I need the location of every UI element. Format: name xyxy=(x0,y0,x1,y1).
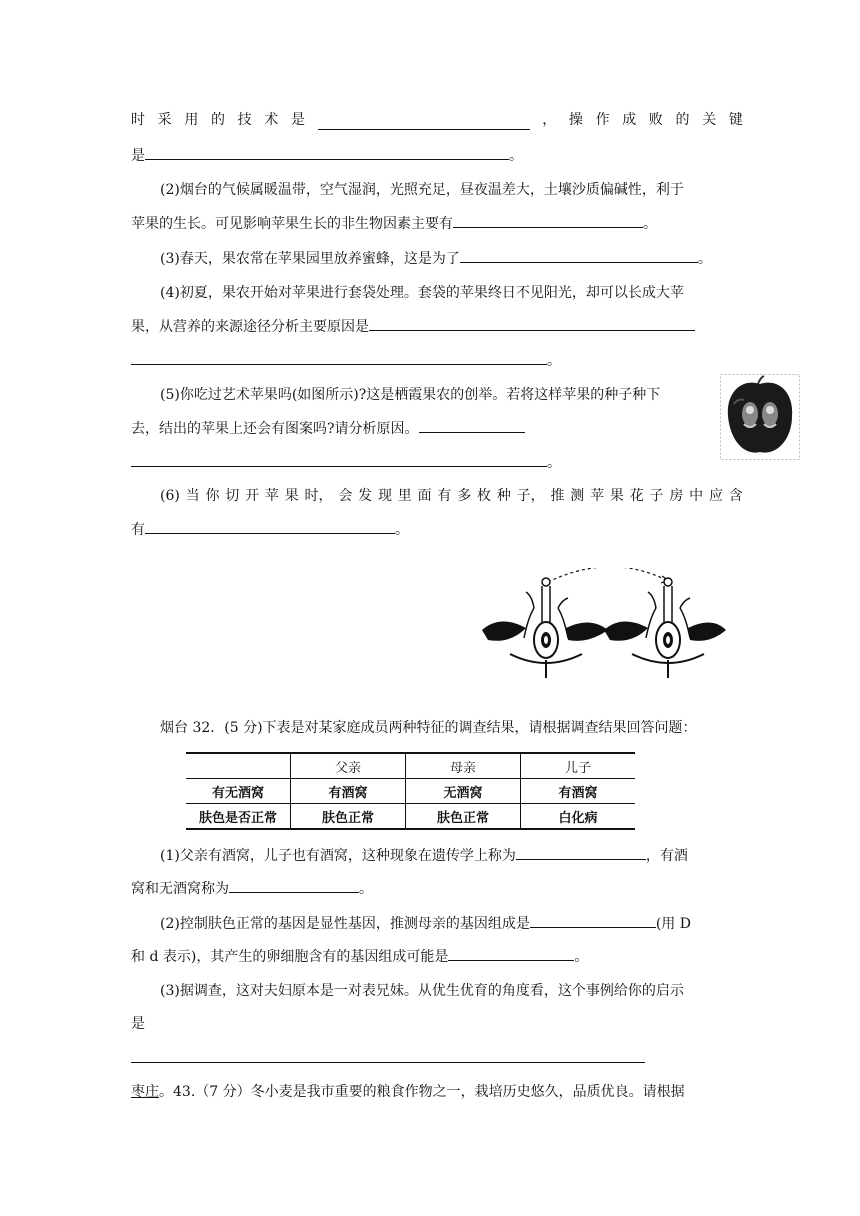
q32-p3b: 是 xyxy=(131,1016,145,1032)
q31-p4b xyxy=(131,316,695,337)
char: 里 xyxy=(397,488,412,504)
char: 推 xyxy=(550,488,565,504)
q32-p2b xyxy=(131,946,588,967)
answer-blank[interactable] xyxy=(318,115,530,130)
char: 子， xyxy=(516,488,545,504)
place-name: 枣庄 xyxy=(131,1084,159,1100)
char: 房 xyxy=(669,488,684,504)
char: 时 xyxy=(131,112,145,128)
q32-p3: (3)据调查，这对夫妇原本是一对表兄妹。从优生优育的角度看，这个事例给你的启示 xyxy=(160,983,684,999)
answer-blank[interactable] xyxy=(145,519,395,534)
char: 有 xyxy=(437,488,452,504)
char: 多 xyxy=(457,488,472,504)
table-row xyxy=(186,804,635,830)
header-cell: 母亲 xyxy=(406,753,521,779)
char: 果 xyxy=(284,488,299,504)
char: 枚 xyxy=(477,488,492,504)
q32-title: 烟台 32．(5 分)下表是对某家庭成员两种特征的调查结果，请根据调查结果回答问题： xyxy=(160,720,697,736)
q31-p4: (4)初夏，果农开始对苹果进行套袋处理。套袋的苹果终日不见阳光，却可以长成大苹 xyxy=(160,285,684,301)
art-apple-image xyxy=(720,374,800,460)
char: 技 xyxy=(237,112,252,128)
char: 键 xyxy=(728,112,743,128)
char: 是 xyxy=(290,112,305,128)
text: (3)春天，果农常在苹果园里放养蜜蜂，这是为了 xyxy=(160,251,460,267)
char: 面 xyxy=(417,488,432,504)
table-cell: 肤色是否正常 xyxy=(186,804,291,830)
header-cell: 儿子 xyxy=(521,753,636,779)
text: 。 xyxy=(359,881,373,897)
table-cell: 白化病 xyxy=(521,804,636,830)
header-cell: 父亲 xyxy=(291,753,406,779)
char: 测 xyxy=(570,488,585,504)
table-cell: 无酒窝 xyxy=(406,779,521,804)
text: 。 xyxy=(395,522,409,538)
char: 关 xyxy=(702,112,717,128)
answer-line[interactable] xyxy=(131,1062,645,1063)
answer-blank[interactable] xyxy=(530,913,656,928)
answer-blank[interactable] xyxy=(369,316,695,331)
char: 果 xyxy=(609,488,624,504)
answer-blank[interactable] xyxy=(229,878,359,893)
q31-p6 xyxy=(131,486,743,506)
table-cell: 肤色正常 xyxy=(291,804,406,830)
text: 。 xyxy=(547,455,561,471)
q31-p5c xyxy=(131,452,561,473)
char: 采 xyxy=(157,112,172,128)
text: 去，结出的苹果上还会有图案吗?请分析原因。 xyxy=(131,421,419,437)
answer-blank[interactable] xyxy=(516,845,646,860)
q43-line xyxy=(131,1082,685,1102)
answer-blank[interactable] xyxy=(460,248,698,263)
text: 和 d 表示)，其产生的卵细胞含有的基因组成可能是 xyxy=(131,949,449,965)
table-cell: 肤色正常 xyxy=(406,804,521,830)
text: 。43.（7 分）冬小麦是我市重要的粮食作物之一，栽培历史悠久，品质优良。请根据 xyxy=(159,1084,685,1100)
q31-p2: (2)烟台的气候属暖温带，空气湿润，光照充足，昼夜温差大，土壤沙质偏碱性，利于 xyxy=(160,182,684,198)
text: (1)父亲有酒窝，儿子也有酒窝，这种现象在遗传学上称为 xyxy=(160,848,516,864)
answer-blank[interactable] xyxy=(131,350,547,365)
char: 苹 xyxy=(264,488,279,504)
q31-line1 xyxy=(131,110,743,130)
flower-pollination-diagram xyxy=(480,568,730,680)
char: 发 xyxy=(358,488,373,504)
char: 败 xyxy=(648,112,663,128)
text: ，有酒 xyxy=(645,848,688,864)
text: 。 xyxy=(697,251,712,267)
q31-p5: (5)你吃过艺术苹果吗(如图所示)?这是栖霞果农的创举。若将这样苹果的种子种下 xyxy=(160,387,661,403)
char: 操 xyxy=(568,112,583,128)
table-header-row xyxy=(186,753,635,779)
text: (2)控制肤色正常的基因是显性基因，推测母亲的基因组成是 xyxy=(160,916,530,932)
q31-p2b xyxy=(131,213,657,234)
header-cell xyxy=(186,753,291,779)
text: 果，从营养的来源途径分析主要原因是 xyxy=(131,319,369,335)
char: 作 xyxy=(595,112,610,128)
char: 种 xyxy=(496,488,511,504)
q31-p3 xyxy=(160,248,712,269)
q31-p4c xyxy=(131,350,561,371)
text: 。 xyxy=(509,148,523,164)
q31-p6b xyxy=(131,519,409,540)
text: 有 xyxy=(131,522,145,538)
char: ， xyxy=(542,112,557,128)
char: 当 xyxy=(185,488,200,504)
table-cell: 有酒窝 xyxy=(291,779,406,804)
answer-blank[interactable] xyxy=(453,213,643,228)
q32-p2 xyxy=(160,913,691,934)
table-cell: 有无酒窝 xyxy=(186,779,291,804)
answer-blank[interactable] xyxy=(131,452,547,467)
answer-blank[interactable] xyxy=(419,418,525,433)
survey-table xyxy=(186,752,635,830)
char: 的 xyxy=(210,112,225,128)
char: 的 xyxy=(675,112,690,128)
char: 时， xyxy=(304,488,333,504)
q31-line2 xyxy=(131,145,523,166)
char: 子 xyxy=(649,488,664,504)
char: 会 xyxy=(338,488,353,504)
char: 现 xyxy=(377,488,392,504)
answer-blank[interactable] xyxy=(145,145,509,160)
text: 苹果的生长。可见影响苹果生长的非生物因素主要有 xyxy=(131,216,453,232)
text: 是 xyxy=(131,148,145,164)
char: 含 xyxy=(728,488,743,504)
q32-p1 xyxy=(160,845,688,866)
char: 中 xyxy=(689,488,704,504)
char: 用 xyxy=(184,112,199,128)
q31-p5b xyxy=(131,418,525,439)
text: 。 xyxy=(547,353,561,369)
answer-blank[interactable] xyxy=(448,946,574,961)
char: (6) xyxy=(160,488,180,504)
char: 你 xyxy=(205,488,220,504)
char: 术 xyxy=(264,112,279,128)
table-row xyxy=(186,779,635,804)
text: (用 D xyxy=(655,916,691,932)
text: 窝和无酒窝称为 xyxy=(131,881,229,897)
char: 开 xyxy=(245,488,260,504)
text: 。 xyxy=(643,216,657,232)
table-cell: 有酒窝 xyxy=(521,779,636,804)
char: 花 xyxy=(629,488,644,504)
char: 应 xyxy=(708,488,723,504)
q32-p1b xyxy=(131,878,373,899)
char: 切 xyxy=(225,488,240,504)
text: 。 xyxy=(574,949,589,965)
char: 苹 xyxy=(590,488,605,504)
char: 成 xyxy=(622,112,637,128)
